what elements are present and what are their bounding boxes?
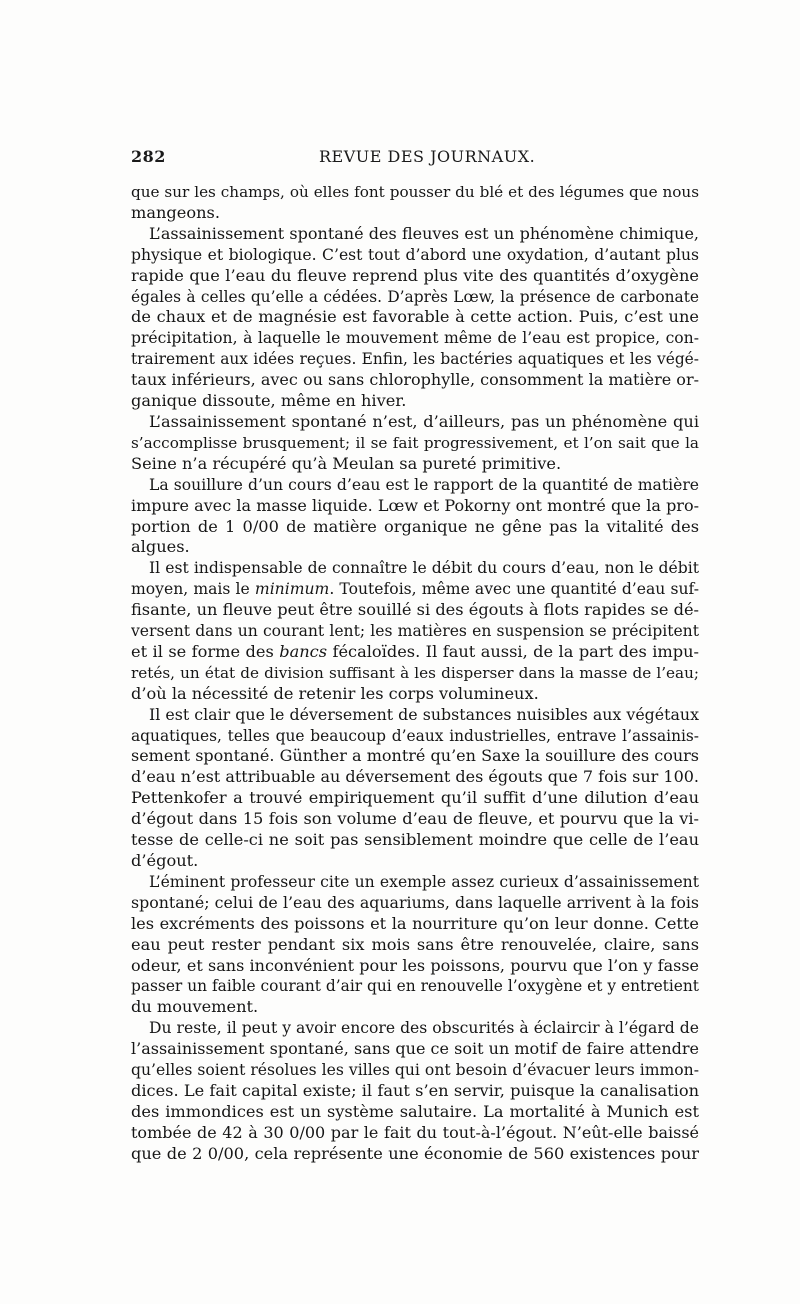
text-line: que de 2 0/00, cela représente une économie de 560 existences pour [131, 1143, 699, 1163]
text-line: algues. [131, 537, 190, 557]
page-number: 282 [131, 147, 166, 166]
page-header [131, 147, 699, 169]
text-line: tesse de celle-ci ne soit pas sensiblement moindre que celle de l’eau [131, 830, 699, 850]
text-line: Seine n’a récupéré qu’à Meulan sa pureté primitive. [131, 453, 562, 473]
paragraph-first-line: Il est indispensable de connaître le débit du cours d’eau, non le débit [149, 559, 699, 578]
text-line: qu’elles soient résolues les villes qui ont besoin d’évacuer leurs immon- [131, 1061, 699, 1080]
text-line: d’où la nécessité de retenir les corps volumineux. [131, 683, 539, 703]
paragraph-first-line: L’éminent professeur cite un exemple assez curieux d’assainissement [149, 872, 699, 891]
text-line: égales à celles qu’elle a cédées. D’après Lœw, la présence de carbonate [131, 287, 699, 306]
text-line: d’égout dans 15 fois son volume d’eau de fleuve, et pourvu que la vi- [131, 809, 699, 829]
text-line: impure avec la masse liquide. Lœw et Pokorny ont montré que la pro- [131, 495, 699, 515]
text-line: odeur, et sans inconvénient pour les poissons, pourvu que l’on y fasse [131, 955, 699, 975]
text-line: s’accomplisse brusquement; il se fait progressivement, et l’on sait que la [131, 433, 699, 452]
paragraph-first-line: L’assainissement spontané n’est, d’ailleurs, pas un phénomène qui [149, 411, 699, 431]
text-line: d’eau n’est attribuable au déversement des égouts que 7 fois sur 100. [131, 767, 699, 787]
text-line: eau peut rester pendant six mois sans être renouvelée, claire, sans [131, 934, 699, 954]
text-line: mangeons. [131, 202, 220, 222]
text-line: et il se forme des bancs fécaloïdes. Il faut aussi, de la part des impu- [131, 641, 699, 661]
paragraph-first-line: Il est clair que le déversement de substances nuisibles aux végétaux [149, 704, 699, 724]
text-line: fisante, un fleuve peut être souillé si des égouts à flots rapides se dé- [131, 600, 699, 620]
text-line: du mouvement. [131, 997, 259, 1017]
text-line: retés, un état de division suffisant à les disperser dans la masse de l’eau; [131, 663, 699, 682]
text-line: précipitation, à laquelle le mouvement même de l’eau est propice, con- [131, 329, 699, 348]
text-line: des immondices est un système salutaire. La mortalité à Munich est [131, 1101, 699, 1121]
text-line: ganique dissoute, même en hiver. [131, 391, 407, 411]
text-line: taux inférieurs, avec ou sans chlorophylle, consomment la matière or- [131, 370, 699, 390]
text-line: aquatiques, telles que beaucoup d’eaux industrielles, entrave l’assainis- [131, 726, 699, 745]
text-line: tombée de 42 à 30 0/00 par le fait du tout-à-l’égout. N’eût-elle baissé [131, 1122, 699, 1142]
text-line: portion de 1 0/00 de matière organique ne gêne pas la vitalité des [131, 516, 699, 536]
paragraph-first-line: Du reste, il peut y avoir encore des obscurités à éclaircir à l’égard de [149, 1019, 699, 1038]
text-line: l’assainissement spontané, sans que ce soit un motif de faire attendre [131, 1039, 699, 1059]
text-line: trairement aux idées reçues. Enfin, les bactéries aquatiques et les végé- [131, 350, 699, 369]
article-text [131, 182, 699, 1165]
text-line: sement spontané. Günther a montré qu’en Saxe la souillure des cours [131, 746, 699, 766]
text-line: moyen, mais le minimum. Toutefois, même avec une quantité d’eau suf- [131, 580, 699, 599]
paragraph-first-line: L’assainissement spontané des fleuves est un phénomène chimique, [149, 223, 699, 243]
text-line: que sur les champs, où elles font pousser du blé et des légumes que nous [131, 183, 699, 201]
text-line: dices. Le fait capital existe; il faut s’en servir, puisque la canalisation [131, 1080, 699, 1100]
text-line: versent dans un courant lent; les matières en suspension se précipitent [131, 622, 699, 641]
text-line: d’égout. [131, 851, 199, 870]
text-line: rapide que l’eau du fleuve reprend plus vite des quantités d’oxygène [131, 265, 699, 285]
text-line: passer un faible courant d’air qui en renouvelle l’oxygène et y entretient [131, 977, 699, 996]
text-line: de chaux et de magnésie est favorable à cette action. Puis, c’est une [131, 307, 699, 327]
running-title: REVUE DES JOURNAUX. [319, 147, 536, 166]
text-line: les excréments des poissons et la nourriture qu’on leur donne. Cette [131, 913, 699, 933]
paragraph-first-line: La souillure d’un cours d’eau est le rapport de la quantité de matière [149, 475, 699, 494]
text-line: spontané; celui de l’eau des aquariums, dans laquelle arrivent à la fois [131, 892, 699, 912]
text-line: physique et biologique. C’est tout d’abord une oxydation, d’autant plus [131, 245, 699, 264]
text-line: Pettenkofer a trouvé empiriquement qu’il suffit d’une dilution d’eau [131, 788, 699, 808]
